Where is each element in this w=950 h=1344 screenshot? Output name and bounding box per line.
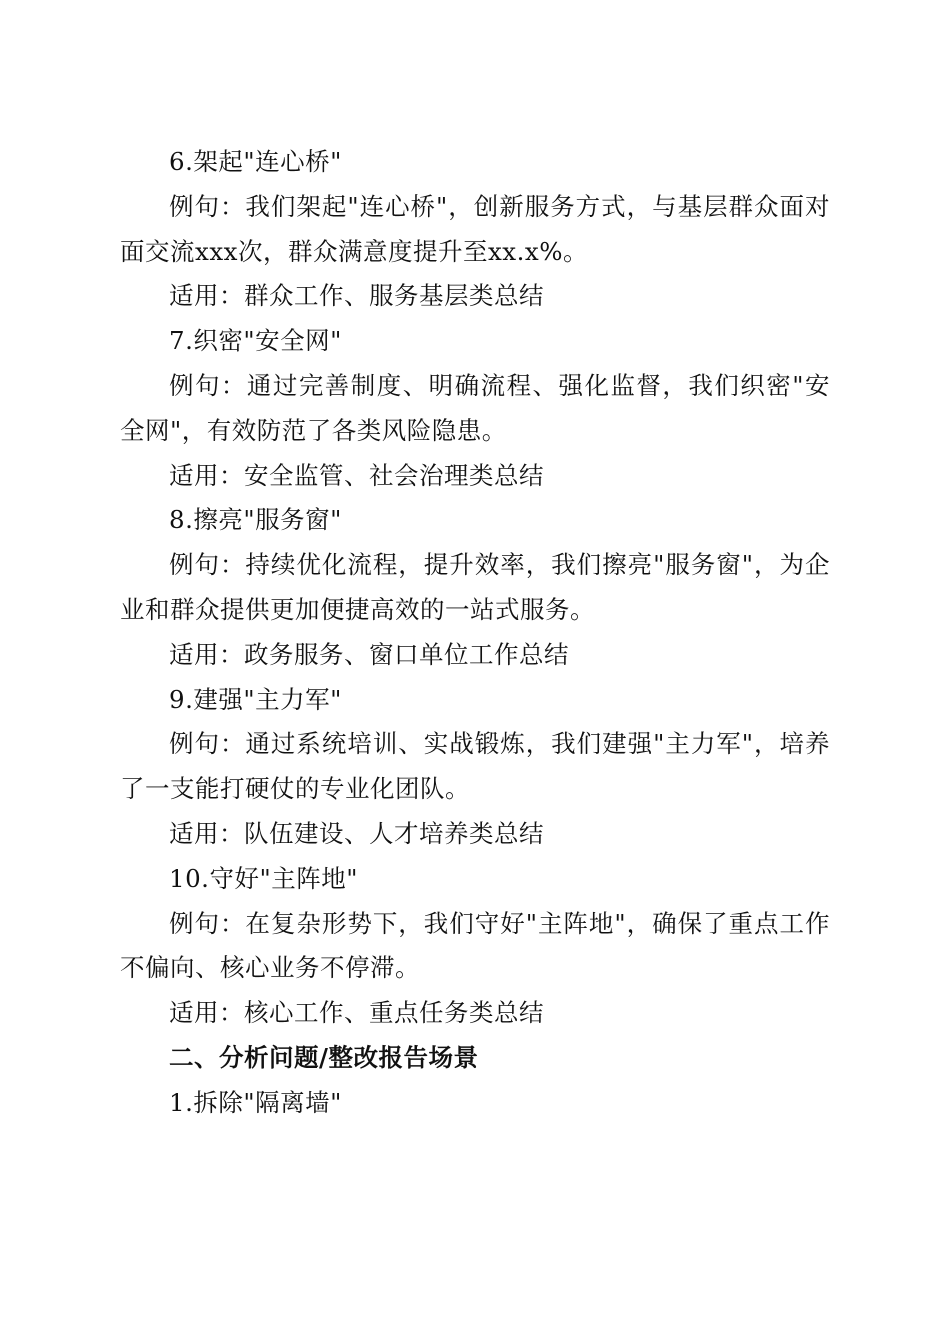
item-example: 例句：持续优化流程，提升效率，我们擦亮"服务窗"，为企业和群众提供更加便捷高效的一站式服务。 (120, 550, 830, 624)
item-usage: 适用：核心工作、重点任务类总结 (169, 998, 544, 1028)
item-usage: 适用：政务服务、窗口单位工作总结 (169, 639, 569, 669)
item-usage: 适用：队伍建设、人才培养类总结 (169, 818, 544, 848)
item-example: 例句：通过完善制度、明确流程、强化监督，我们织密"安全网"，有效防范了各类风险隐患。 (120, 370, 830, 445)
document-body (120, 140, 830, 1126)
item-example: 例句：在复杂形势下，我们守好"主阵地"，确保了重点工作不偏向、核心业务不停滞。 (120, 908, 830, 983)
item-example: 例句：通过系统培训、实战锻炼，我们建强"主力军"，培养了一支能打硬仗的专业化团队。 (120, 729, 830, 804)
item-title: 9.建强"主力军" (169, 684, 342, 714)
section-heading: 二、分析问题/整改报告场景 (169, 1042, 479, 1072)
item-title: 10.守好"主阵地" (169, 863, 359, 893)
item-title: 6.架起"连心桥" (169, 147, 342, 176)
item-title: 7.织密"安全网" (169, 326, 342, 356)
item-title: 8.擦亮"服务窗" (169, 505, 342, 535)
item-title: 1.拆除"隔离墙" (169, 1087, 342, 1117)
item-example: 例句：我们架起"连心桥"，创新服务方式，与基层群众面对面交流xxx次，群众满意度提升至xx.x%。 (120, 191, 830, 266)
item-usage: 适用：群众工作、服务基层类总结 (169, 281, 544, 311)
item-usage: 适用：安全监管、社会治理类总结 (169, 460, 544, 490)
